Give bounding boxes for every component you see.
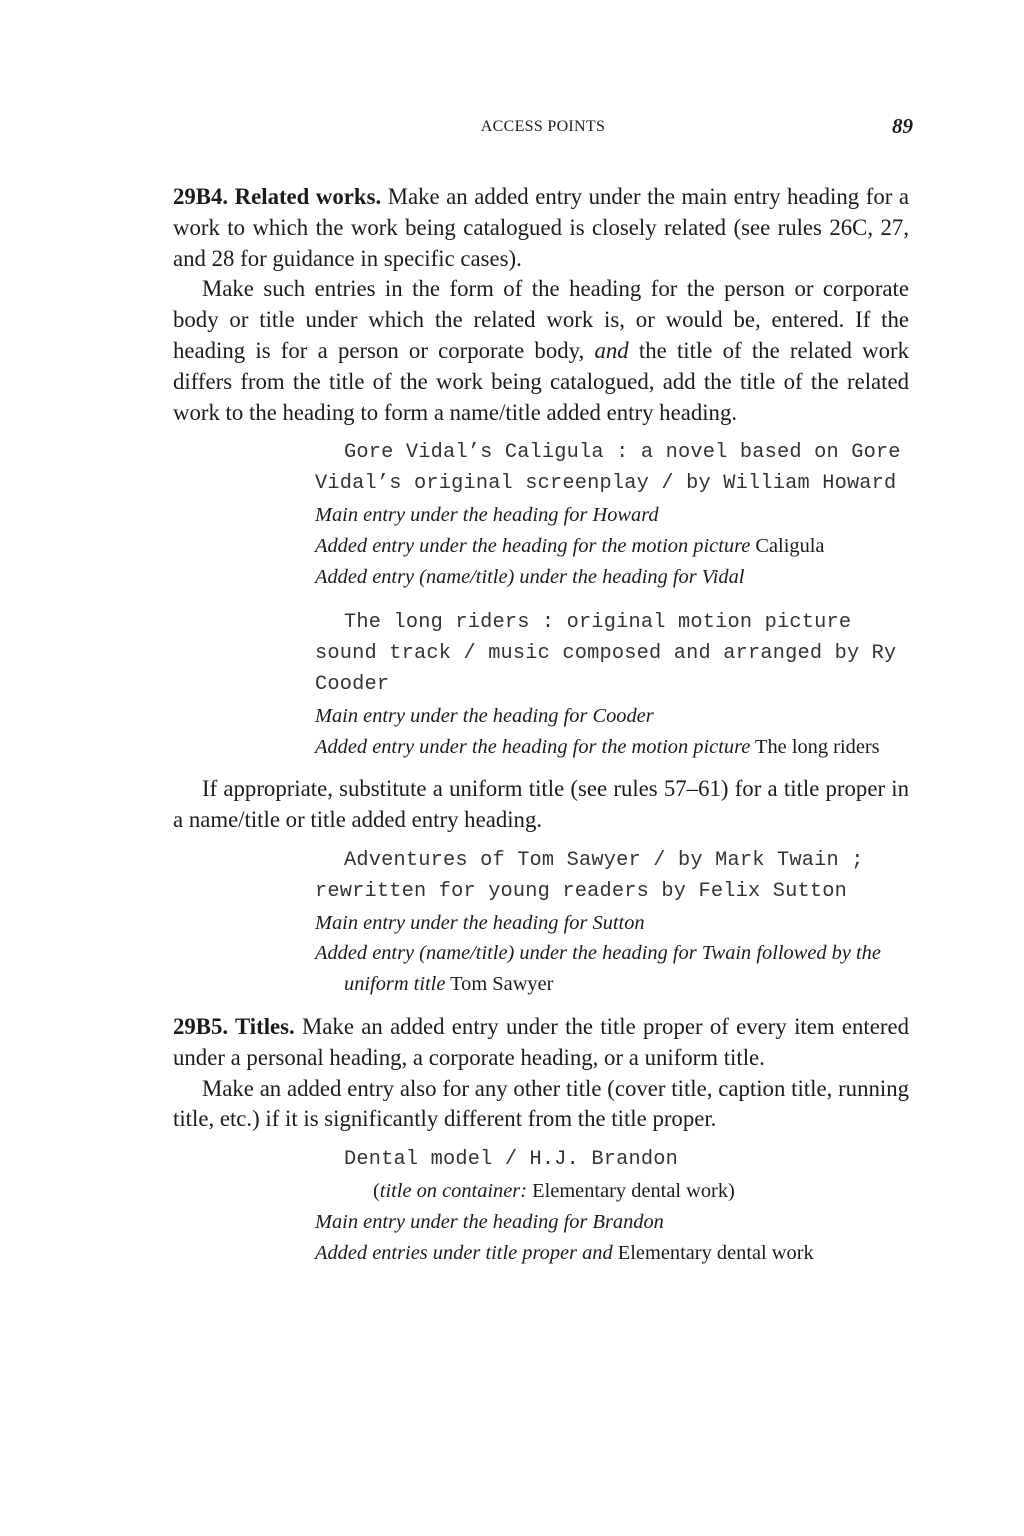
example-note: Main entry under the heading for Sutton — [315, 911, 645, 934]
example-description: The long riders : original motion picture sound track / music composed and arranged by Ry Cooder — [315, 611, 897, 696]
rule-29b4-label: 29B4. Related works. — [173, 184, 382, 209]
rule-29b5-text: Make an added entry under the title proper of every item entered under a personal heading, a corporate heading, or a uniform title. — [173, 1013, 909, 1070]
note-italic: Added entry (name/title) under the heading for Twain followed by the uniform title — [315, 942, 881, 996]
note-italic: Added entry under the heading for the motion picture — [315, 534, 751, 557]
form-text-emphasis: and — [594, 337, 629, 363]
running-head — [173, 114, 913, 144]
note-roman: Elementary dental work — [612, 1241, 814, 1264]
note-roman: Elementary dental work) — [527, 1179, 735, 1202]
example-note: Main entry under the heading for Cooder — [315, 704, 654, 727]
page-number: 89 — [892, 114, 913, 138]
example-note: Added entry (name/title) under the heading for Vidal — [315, 565, 745, 588]
rule-29b5-paragraph — [173, 1012, 909, 1074]
example-note: Main entry under the heading for Brandon — [315, 1210, 664, 1233]
example-note — [315, 531, 909, 562]
rule-29b5-other-title-paragraph: Make an added entry also for any other title (cover title, caption title, running title, etc.) if it is significantly different from the title proper. — [173, 1075, 909, 1132]
note-italic: Added entry under the heading for the motion picture — [315, 735, 751, 758]
note-italic: title on container: — [379, 1179, 528, 1202]
example-note: Main entry under the heading for Howard — [315, 503, 659, 526]
note-roman: Tom Sawyer — [445, 973, 554, 996]
uniform-title-paragraph: If appropriate, substitute a uniform title (see rules 57–61) for a title proper in a name/title or title added entry heading. — [173, 776, 909, 833]
example-description: Adventures of Tom Sawyer / by Mark Twain ; rewritten for young readers by Felix Sutton — [315, 848, 864, 903]
note-roman: Caligula — [750, 534, 825, 557]
running-title: ACCESS POINTS — [480, 118, 606, 135]
form-text-a: Make such entries in the form of the heading for the person or corporate body or title under which the related work is, or would be, entered. If the heading is for a person or corporate body, — [173, 276, 909, 363]
note-italic: Added entries under title proper and — [315, 1241, 613, 1264]
note-paren: ( — [373, 1179, 380, 1202]
example-caligula — [315, 438, 909, 592]
example-dental-model — [315, 1145, 909, 1268]
rule-29b4-paragraph — [173, 182, 909, 274]
container-title-note — [315, 1176, 909, 1207]
example-note — [315, 732, 909, 763]
form-text-b: the title of the related work differs from the title of the work being catalogued, add the title of the related work to the heading to form a name/title added entry heading. — [173, 337, 909, 425]
example-note — [315, 1238, 909, 1269]
example-description: Dental model / H.J. Brandon — [344, 1148, 679, 1172]
rule-29b4-form-paragraph — [173, 274, 909, 428]
example-description: Gore Vidal’s Caligula : a novel based on Gore Vidal’s original screenplay / by William Howard — [315, 441, 901, 496]
page-body — [173, 182, 909, 1280]
rule-29b5-label: 29B5. Titles. — [173, 1013, 295, 1039]
example-note — [315, 938, 909, 1000]
example-tom-sawyer — [315, 846, 909, 1000]
example-long-riders — [315, 608, 909, 762]
rule-29b4-text: Make an added entry under the main entry heading for a work to which the work being catalogued is closely related (see rules 26C, 27, and 28 for guidance in specific cases). — [173, 184, 909, 271]
note-roman: The long riders — [750, 735, 880, 758]
